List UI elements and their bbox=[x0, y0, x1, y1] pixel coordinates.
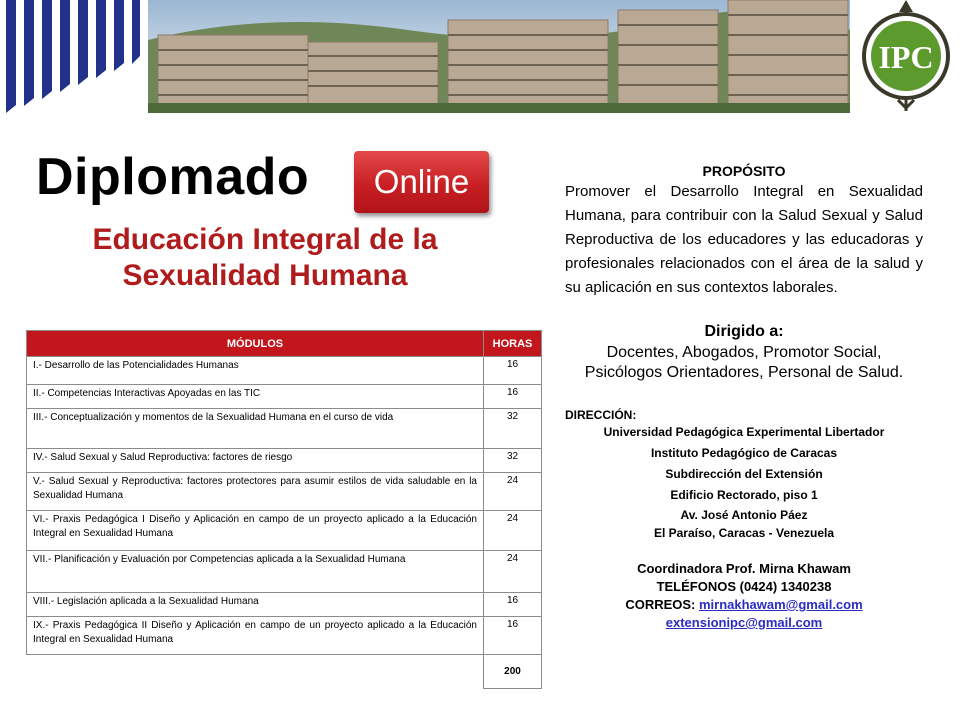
module-name: II.- Competencias Interactivas Apoyadas en las TIC bbox=[27, 385, 484, 409]
address-line: Edificio Rectorado, piso 1 bbox=[670, 488, 818, 502]
table-row bbox=[27, 551, 542, 593]
module-hours: 16 bbox=[484, 385, 542, 409]
dirigido-heading: Dirigido a: bbox=[704, 323, 784, 340]
table-total-row bbox=[27, 655, 542, 689]
page-title: Diplomado bbox=[36, 148, 310, 206]
module-hours: 32 bbox=[484, 449, 542, 473]
total-hours: 200 bbox=[484, 655, 542, 689]
info-column bbox=[565, 163, 923, 632]
module-name: VII.- Planificación y Evaluación por Competencias aplicada a la Sexualidad Humana bbox=[27, 551, 484, 593]
subtitle-line-2: Sexualidad Humana bbox=[122, 259, 408, 292]
table-row bbox=[27, 593, 542, 617]
module-hours: 24 bbox=[484, 551, 542, 593]
module-name: IV.- Salud Sexual y Salud Reproductiva: factores de riesgo bbox=[27, 449, 484, 473]
module-hours: 24 bbox=[484, 473, 542, 511]
address-line: El Paraíso, Caracas - Venezuela bbox=[653, 526, 835, 540]
modulos-header: MÓDULOS bbox=[27, 331, 484, 357]
module-hours: 24 bbox=[484, 511, 542, 551]
proposito-text: Promover el Desarrollo Integral en Sexualidad Humana, para contribuir con la Salud Sexual y Salud Reproductiva de los educadores y las educadoras y profesionales relacionados con el área de la salud y su aplicación en sus contextos laborales. bbox=[565, 183, 923, 296]
address-line: Universidad Pedagógica Experimental Libertador bbox=[603, 425, 885, 439]
correos-line bbox=[565, 596, 923, 614]
table-row bbox=[27, 511, 542, 551]
online-badge: Online bbox=[354, 151, 489, 213]
table-row bbox=[27, 617, 542, 655]
address-line: Av. José Antonio Páez bbox=[680, 508, 808, 522]
table-header-row bbox=[27, 331, 542, 357]
module-hours: 16 bbox=[484, 617, 542, 655]
module-name: III.- Conceptualización y momentos de la Sexualidad Humana en el curso de vida bbox=[27, 409, 484, 449]
module-hours: 16 bbox=[484, 593, 542, 617]
horas-header: HORAS bbox=[484, 331, 542, 357]
header-banner bbox=[0, 0, 960, 116]
program-subtitle bbox=[30, 222, 500, 294]
address-line: Instituto Pedagógico de Caracas bbox=[650, 446, 838, 460]
telefonos-line: TELÉFONOS (0424) 1340238 bbox=[656, 579, 832, 594]
table-row bbox=[27, 385, 542, 409]
proposito-heading: PROPÓSITO bbox=[702, 163, 786, 179]
total-spacer bbox=[27, 655, 484, 689]
ipc-seal-logo bbox=[852, 0, 960, 113]
email-link-mirnakhawam[interactable]: mirnakhawam@gmail.com bbox=[698, 597, 863, 612]
address-line: Subdirección del Extensión bbox=[665, 467, 823, 481]
correos-line-2 bbox=[565, 614, 923, 632]
module-name: VIII.- Legislación aplicada a la Sexualidad Humana bbox=[27, 593, 484, 617]
table-row bbox=[27, 473, 542, 511]
module-hours: 16 bbox=[484, 357, 542, 385]
table-row bbox=[27, 449, 542, 473]
campus-building-photo bbox=[148, 0, 850, 113]
dirigido-audience bbox=[565, 343, 923, 383]
module-name: IX.- Praxis Pedagógica II Diseño y Aplicación en campo de un proyecto aplicado a la Educación Integral en Sexualidad Humana bbox=[27, 617, 484, 655]
ipc-seal-text: IPC bbox=[878, 39, 934, 75]
dirigido-line-2: Psicólogos Orientadores, Personal de Salud. bbox=[584, 364, 904, 381]
direccion-heading: DIRECCIÓN: bbox=[565, 408, 637, 422]
dirigido-line-1: Docentes, Abogados, Promotor Social, bbox=[606, 344, 882, 361]
module-name: VI.- Praxis Pedagógica I Diseño y Aplicación en campo de un proyecto aplicado a la Educación Integral en Sexualidad Humana bbox=[27, 511, 484, 551]
email-link-extensionipc[interactable]: extensionipc@gmail.com bbox=[665, 615, 823, 630]
coordinadora-line: Coordinadora Prof. Mirna Khawam bbox=[637, 561, 851, 576]
university-stripes-logo bbox=[0, 0, 142, 113]
table-row bbox=[27, 409, 542, 449]
table-row bbox=[27, 357, 542, 385]
correos-label: CORREOS: bbox=[625, 597, 699, 612]
module-name: V.- Salud Sexual y Reproductiva: factores protectores para asumir estilos de vida saludable en la Sexualidad Humana bbox=[27, 473, 484, 511]
module-name: I.- Desarrollo de las Potencialidades Humanas bbox=[27, 357, 484, 385]
contact-block bbox=[565, 560, 923, 632]
subtitle-line-1: Educación Integral de la bbox=[92, 223, 438, 256]
module-hours: 32 bbox=[484, 409, 542, 449]
modules-table bbox=[26, 330, 542, 689]
